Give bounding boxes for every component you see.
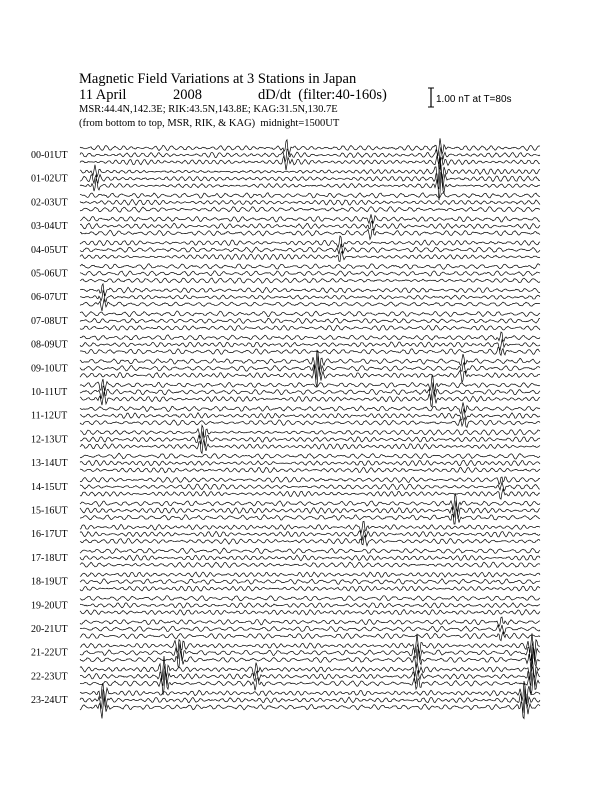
trace-msr <box>80 586 540 591</box>
trace-kag <box>80 402 540 413</box>
hour-label: 14-15UT <box>31 481 68 493</box>
trace-msr <box>80 632 540 641</box>
hour-label: 03-04UT <box>31 221 68 233</box>
hour-label: 06-07UT <box>31 292 68 304</box>
hour-label: 13-14UT <box>31 458 68 470</box>
station-order-note: (from bottom to top, MSR, RIK, & KAG) midnight=1500UT <box>79 118 340 129</box>
scale-label: 1.00 nT at T=80s <box>436 94 512 105</box>
trace-kag <box>80 236 540 247</box>
trace-kag <box>80 350 540 370</box>
trace-msr <box>80 489 540 499</box>
hour-label: 09-10UT <box>31 363 68 375</box>
trace-kag <box>80 617 540 626</box>
hour-label: 08-09UT <box>31 339 68 351</box>
trace-rik <box>80 221 540 230</box>
trace-kag <box>80 521 540 533</box>
trace-msr <box>80 439 540 453</box>
trace-kag <box>80 633 540 658</box>
trace-rik <box>80 460 540 466</box>
trace-msr <box>80 325 540 330</box>
trace-kag <box>80 548 540 554</box>
trace-kag <box>80 425 540 438</box>
hour-label: 10-11UT <box>31 387 68 398</box>
hour-label: 20-21UT <box>31 624 68 635</box>
trace-kag <box>80 284 540 296</box>
hour-label: 19-20UT <box>31 600 68 612</box>
trace-rik <box>80 431 540 447</box>
date-day: 11 April <box>79 87 127 103</box>
hour-label: 21-22UT <box>31 647 68 659</box>
hour-label: 00-01UT <box>31 150 68 161</box>
hour-label: 12-13UT <box>31 434 68 446</box>
trace-rik <box>80 625 540 634</box>
trace-msr <box>80 278 540 283</box>
trace-kag <box>80 572 540 577</box>
trace-msr <box>80 536 540 546</box>
trace-rik <box>80 340 540 350</box>
trace-rik <box>80 555 540 561</box>
trace-msr <box>80 417 540 427</box>
trace-kag <box>80 311 540 317</box>
hour-label: 18-19UT <box>31 576 68 588</box>
hour-label: 02-03UT <box>31 197 68 209</box>
trace-rik <box>80 271 540 277</box>
trace-msr <box>80 251 540 261</box>
trace-rik <box>80 603 540 608</box>
chart-title: Magnetic Field Variations at 3 Stations in Japan <box>79 71 357 87</box>
trace-msr <box>80 155 540 170</box>
trace-msr <box>80 347 540 355</box>
hour-label: 07-08UT <box>31 315 68 327</box>
hour-label: 11-12UT <box>31 410 68 422</box>
trace-rik <box>80 530 540 541</box>
date-year: 2008 <box>173 87 202 103</box>
trace-kag <box>80 214 540 223</box>
trace-rik <box>80 686 540 713</box>
trace-msr <box>80 229 540 239</box>
trace-rik <box>80 318 540 323</box>
hour-label: 01-02UT <box>31 173 68 185</box>
station-coordinates: MSR:44.4N,142.3E; RIK:43.5N,143.8E; KAG:31.5N,130.7E <box>79 104 338 115</box>
trace-kag <box>80 332 540 341</box>
hour-label: 17-18UT <box>31 552 68 564</box>
trace-kag <box>80 453 540 459</box>
trace-msr <box>80 299 540 311</box>
trace-rik <box>80 200 540 206</box>
trace-kag <box>80 264 540 270</box>
trace-kag <box>80 654 540 680</box>
hour-label: 15-16UT <box>31 505 68 517</box>
hour-label: 04-05UT <box>31 244 68 256</box>
trace-msr <box>80 562 540 567</box>
hour-label: 22-23UT <box>31 671 68 683</box>
trace-kag <box>80 138 540 156</box>
component-filter: dD/dt (filter:40-160s) <box>258 87 387 103</box>
trace-msr <box>80 467 540 472</box>
trace-msr <box>80 647 540 672</box>
hour-label: 23-24UT <box>31 695 68 707</box>
trace-msr <box>80 207 540 213</box>
trace-kag <box>80 376 540 392</box>
trace-rik <box>80 291 540 302</box>
trace-kag <box>80 477 540 485</box>
trace-kag <box>80 193 540 198</box>
hour-label: 16-17UT <box>31 529 68 541</box>
trace-msr <box>80 390 540 407</box>
trace-msr <box>80 609 540 615</box>
trace-rik <box>80 244 540 255</box>
trace-rik <box>80 482 540 491</box>
trace-kag <box>80 596 540 601</box>
trace-rik <box>80 579 540 585</box>
hour-label: 05-06UT <box>31 268 68 280</box>
trace-msr <box>80 694 540 719</box>
